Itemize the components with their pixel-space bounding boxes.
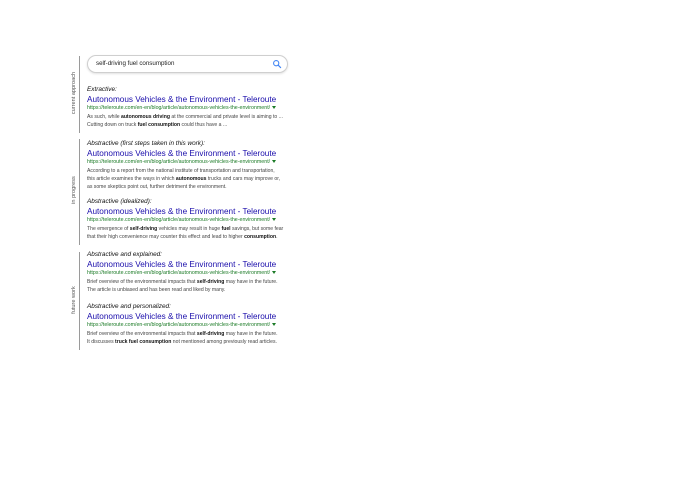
result-url[interactable]: https://teleroute.com/en-en/blog/article/autonomous-vehicles-the-environment/ <box>87 159 292 166</box>
url-dropdown-icon[interactable] <box>272 160 276 163</box>
search-result-abstractive-first-steps <box>87 140 292 191</box>
result-url[interactable]: https://teleroute.com/en-en/blog/article/autonomous-vehicles-the-environment/ <box>87 322 292 329</box>
snippet-line: As such, while autonomous driving at the commercial and private level is aiming to ... <box>87 114 283 120</box>
result-title-link[interactable]: Autonomous Vehicles & the Environment - Teleroute <box>87 95 277 104</box>
highlighted-term: self-driving <box>196 279 225 285</box>
result-snippet <box>87 113 292 129</box>
search-result-abstractive-idealized <box>87 198 292 241</box>
search-result-abstractive-personalized <box>87 303 292 346</box>
result-label: Extractive: <box>87 86 117 93</box>
result-url[interactable]: https://teleroute.com/en-en/blog/article/autonomous-vehicles-the-environment/ <box>87 105 292 112</box>
snippet-line: It discusses truck fuel consumption not mentioned among previously read articles. <box>87 339 277 345</box>
snippet-line: According to a report from the national institute of transportation and transportation, <box>87 168 275 174</box>
result-title-link[interactable]: Autonomous Vehicles & the Environment - Teleroute <box>87 260 277 269</box>
url-dropdown-icon[interactable] <box>272 323 276 326</box>
section-label-future-work: future work <box>71 286 77 314</box>
result-snippet <box>87 225 292 241</box>
highlighted-term: self-driving <box>196 331 225 337</box>
search-result-extractive <box>87 86 292 129</box>
section-label-in-progress: in progress <box>71 176 77 204</box>
snippet-line: Brief overview of the environmental impacts that self-driving may have in the future. <box>87 279 278 285</box>
highlighted-term: fuel <box>221 226 231 232</box>
snippet-line: The article is unbiased and has been read and liked by many. <box>87 287 226 293</box>
snippet-line: Cutting down on truck fuel consumption could thus have a ... <box>87 122 228 128</box>
bracket-current-approach <box>79 56 80 133</box>
result-url[interactable]: https://teleroute.com/en-en/blog/article/autonomous-vehicles-the-environment/ <box>87 270 292 277</box>
url-dropdown-icon[interactable] <box>272 218 276 221</box>
search-input[interactable]: self-driving fuel consumption <box>96 60 175 67</box>
result-title-link[interactable]: Autonomous Vehicles & the Environment - Teleroute <box>87 149 277 158</box>
bracket-future-work <box>79 252 80 350</box>
highlighted-term: autonomous driving <box>120 114 170 120</box>
snippet-line: as some skeptics point out, further detriment the environment. <box>87 184 227 190</box>
snippet-line: Brief overview of the environmental impacts that self-driving may have in the future. <box>87 331 278 337</box>
snippet-line: this article examines the ways in which autonomous trucks and cars may improve or, <box>87 176 281 182</box>
highlighted-term: truck fuel consumption <box>115 339 172 345</box>
url-dropdown-icon[interactable] <box>272 271 276 274</box>
result-snippet <box>87 167 292 191</box>
snippet-line: The emergence of self-driving vehicles may result in huge fuel savings, but some fear <box>87 226 284 232</box>
result-title-link[interactable]: Autonomous Vehicles & the Environment - Teleroute <box>87 312 277 321</box>
highlighted-term: autonomous <box>175 176 207 182</box>
result-label: Abstractive and personalized: <box>87 303 171 310</box>
url-dropdown-icon[interactable] <box>272 106 276 109</box>
result-url[interactable]: https://teleroute.com/en-en/blog/article/autonomous-vehicles-the-environment/ <box>87 217 292 224</box>
result-label: Abstractive (first steps taken in this work): <box>87 140 205 147</box>
snippet-line: that their high convenience may counter this effect and lead to higher consumption. <box>87 234 278 240</box>
result-snippet <box>87 278 292 294</box>
search-result-abstractive-explained <box>87 251 292 294</box>
result-label: Abstractive and explained: <box>87 251 162 258</box>
search-bar[interactable] <box>87 55 288 73</box>
search-icon[interactable] <box>272 59 282 69</box>
result-snippet <box>87 330 292 346</box>
result-title-link[interactable]: Autonomous Vehicles & the Environment - Teleroute <box>87 207 277 216</box>
highlighted-term: consumption <box>244 234 277 240</box>
section-label-current-approach: current approach <box>71 71 77 115</box>
result-label: Abstractive (idealized): <box>87 198 152 205</box>
highlighted-term: fuel consumption <box>137 122 181 128</box>
bracket-in-progress <box>79 139 80 245</box>
highlighted-term: self-driving <box>129 226 158 232</box>
